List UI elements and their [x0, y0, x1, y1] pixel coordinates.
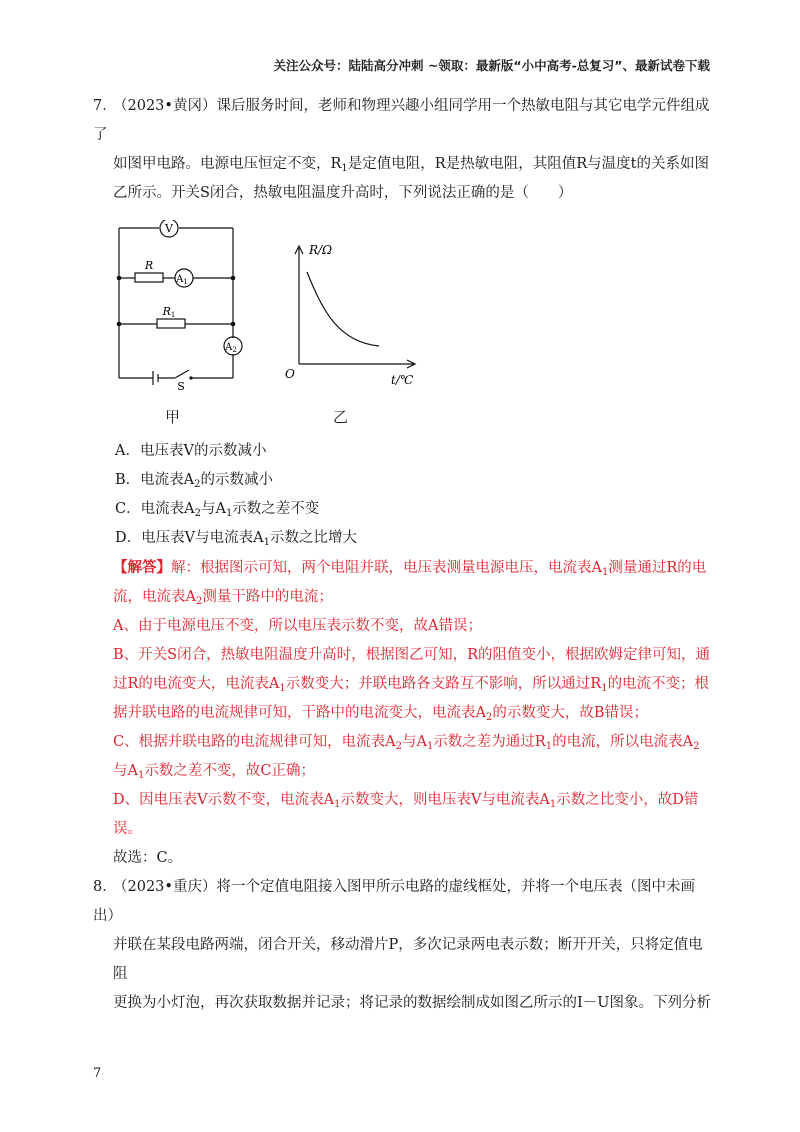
answer-line-10: 误。	[113, 821, 142, 837]
answer-line-6: 据并联电路的电流规律可知，干路中的电流变大，电流表$A_2$的示数变大，故B错误；	[113, 705, 649, 723]
switch-contact	[189, 376, 192, 379]
origin-label: O	[285, 367, 295, 381]
answer-line-8: 与$A_1$示数之差不变，故C正确；	[113, 763, 315, 781]
circuit-diagram-jia	[113, 220, 253, 390]
figure-jia-label: 甲	[165, 408, 181, 426]
answer-line-9: D、因电压表V示数不变，电流表$A_1$示数变大，则电压表V与电流表$A_1$示数之比变小，故D错	[113, 792, 699, 810]
answer-line-3: A、由于电源电压不变，所以电压表示数不变，故A错误；	[113, 618, 482, 634]
r-t-curve	[307, 272, 379, 346]
q7-option-b: B．电流表$A_2$的示数减小	[115, 472, 274, 490]
page-content	[93, 92, 713, 1018]
ammeter-a2-label: $A_2$	[225, 342, 237, 354]
resistor-r1	[157, 319, 185, 328]
ammeter-a1-label: $A_1$	[176, 274, 188, 286]
switch-label: S	[177, 380, 185, 390]
junction-dot	[231, 276, 236, 281]
q7-option-a: A．电压表V的示数减小	[115, 443, 267, 459]
answer-line-7: C、根据并联电路的电流规律可知，电流表$A_2$与$A_1$示数之差为通过$R_1$的电流，所以电流表$A_2$	[113, 734, 700, 752]
junction-dot	[117, 322, 122, 327]
switch-blade	[175, 370, 189, 378]
q8-line3: 更换为小灯泡，再次获取数据并记录；将记录的数据绘制成如图乙所示的I－U图象。下列分析	[113, 995, 711, 1011]
q8-line2: 并联在某段电路两端，闭合开关，移动滑片P，多次记录两电表示数；断开开关，只将定值电阻	[113, 937, 703, 982]
resistor-r	[135, 273, 163, 282]
q7-option-d: D．电压表V与电流表$A_1$示数之比增大	[115, 530, 357, 548]
answer-final: 故选：C。	[113, 850, 183, 866]
x-axis-label: t/℃	[391, 373, 414, 387]
page-header: 关注公众号：陆陆高分冲刺 ~领取：最新版“小中高考-总复习”、最新试卷下载	[273, 58, 710, 73]
figure-yi-label: 乙	[333, 408, 349, 426]
junction-dot	[231, 322, 236, 327]
answer-line-5: 过R的电流变大，电流表$A_1$示数变大；并联电路各支路互不影响，所以通过$R_1$的电流不变；根	[113, 676, 710, 694]
q8-number: 8．	[93, 879, 117, 895]
q7-figures	[93, 212, 713, 437]
q7-option-c: C．电流表$A_2$与$A_1$示数之差不变	[115, 501, 320, 519]
voltmeter-label: V	[165, 222, 173, 235]
answer-line-1: 【解答】解：根据图示可知，两个电阻并联，电压表测量电源电压，电流表$A_1$测量通过R的电	[113, 559, 707, 578]
resistor-r-label: R	[144, 259, 154, 272]
question-8	[93, 873, 713, 1018]
q7-line1: 7．（2023•黄冈）课后服务时间，老师和物理兴趣小组同学用一个热敏电阻与其它电学元件组成了	[93, 92, 713, 150]
q7-line2: 如图甲电路。电源电压恒定不变，$R_1$是定值电阻，R是热敏电阻，其阻值R与温度t的关系如图	[113, 156, 709, 174]
resistor-r1-label: R1	[162, 305, 176, 319]
page-number: 7	[93, 1066, 102, 1081]
junction-dot	[117, 276, 122, 281]
answer-line-4: B、开关S闭合，热敏电阻温度升高时，根据图乙可知，R的阻值变小，根据欧姆定律可知，通	[113, 647, 711, 663]
question-7	[93, 92, 713, 873]
graph-yi	[279, 242, 429, 392]
q7-answer	[93, 553, 713, 844]
q8-line1: 8．（2023•重庆）将一个定值电阻接入图甲所示电路的虚线框处，并将一个电压表（图中未画出）	[93, 873, 713, 931]
answer-line-2: 流，电流表$A_2$测量干路中的电流；	[113, 589, 333, 607]
answer-tag: 【解答】	[113, 559, 171, 576]
y-axis-label: R/Ω	[309, 243, 333, 257]
q7-number: 7．	[93, 98, 117, 114]
q7-line3: 乙所示。开关S闭合，热敏电阻温度升高时，下列说法正确的是（ ）	[113, 185, 573, 201]
